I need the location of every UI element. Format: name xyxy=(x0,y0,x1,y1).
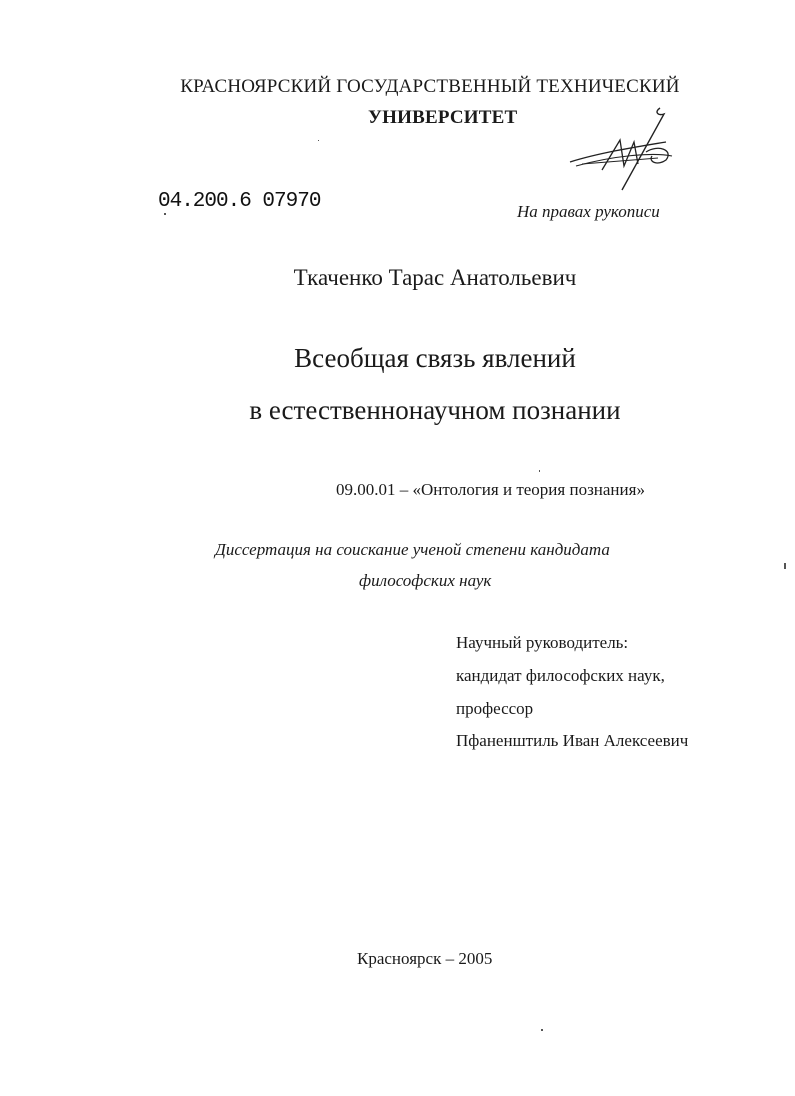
manuscript-note: На правах рукописи xyxy=(517,202,660,221)
specialty-code: 09.00.01 – «Онтология и теория познания» xyxy=(336,480,645,499)
university-name-line1: КРАСНОЯРСКИЙ ГОСУДАРСТВЕННЫЙ ТЕХНИЧЕСКИЙ xyxy=(180,76,680,97)
title-line1: Всеобщая связь явлений xyxy=(294,343,576,373)
scan-speck xyxy=(541,1029,543,1031)
handwritten-signature xyxy=(562,100,682,200)
scan-speck xyxy=(784,563,786,569)
supervisor-degree: кандидат философских наук, xyxy=(456,666,665,685)
supervisor-label: Научный руководитель: xyxy=(456,633,629,652)
city-year: Красноярск – 2005 xyxy=(357,949,493,968)
dissertation-line1: Диссертация на соискание ученой степени кандидата xyxy=(215,540,610,559)
author-name: Ткаченко Тарас Анатольевич xyxy=(293,265,577,290)
scan-speck xyxy=(539,470,540,472)
supervisor-rank: профессор xyxy=(456,699,534,718)
university-name-line2: УНИВЕРСИТЕТ xyxy=(368,107,518,128)
dissertation-line2: философских наук xyxy=(359,571,492,590)
title-line2: в естественнонаучном познании xyxy=(249,395,621,425)
scan-speck xyxy=(318,140,319,141)
scan-speck xyxy=(164,213,166,215)
registry-number: 04.200.6 07970 xyxy=(158,190,321,213)
supervisor-name: Пфаненштиль Иван Алексеевич xyxy=(456,731,689,750)
